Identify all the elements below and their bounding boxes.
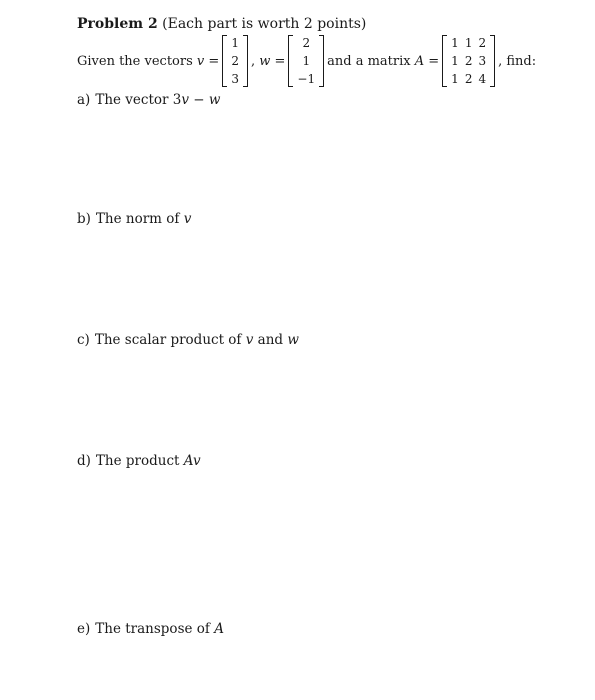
part-math: v (245, 332, 254, 348)
A-symbol: A (414, 53, 425, 69)
equals-sign: = (274, 53, 286, 69)
vector-v-entry: 2 (231, 53, 239, 68)
matrix-A-entry: 1 (451, 71, 459, 86)
problem-header (77, 16, 366, 32)
vector-w-entry: 1 (302, 53, 311, 68)
matrix-A-entry: 1 (464, 35, 473, 50)
problem-points-note: (Each part is worth 2 points) (162, 16, 367, 32)
vector-v-entry: 1 (231, 35, 239, 50)
v-symbol: v (196, 53, 205, 69)
vector-w-entry: −1 (297, 71, 316, 86)
equals-sign: = (428, 53, 440, 69)
part-label: a) (77, 92, 91, 108)
vector-v-entry: 3 (231, 71, 239, 86)
part-e (77, 621, 224, 637)
matrix-A-entry: 2 (464, 71, 473, 86)
matrix-intro-text: and a matrix (327, 53, 411, 69)
part-text: The product (95, 453, 184, 469)
part-math-2: w (287, 332, 299, 348)
comma: , (250, 53, 256, 69)
part-text-after: and (253, 332, 288, 348)
matrix-A-entry: 2 (464, 53, 473, 68)
given-statement (77, 34, 536, 88)
vector-w (288, 34, 324, 88)
part-math: A (214, 621, 224, 637)
matrix-A-entry: 1 (451, 53, 459, 68)
part-math: v − w (181, 92, 221, 108)
part-text: The transpose of (95, 621, 215, 637)
matrix-A (442, 34, 495, 88)
part-b (77, 211, 191, 227)
w-symbol: w (259, 53, 271, 69)
matrix-A-entry: 3 (478, 53, 487, 68)
matrix-A-entry: 4 (478, 71, 487, 86)
vector-v (222, 34, 248, 88)
part-a (77, 92, 220, 108)
part-text: The scalar product of (94, 332, 246, 348)
given-intro-text: Given the vectors (77, 53, 193, 69)
part-math: Av (183, 453, 201, 469)
part-text: The vector 3 (95, 92, 182, 108)
part-label: d) (77, 453, 91, 469)
equals-sign: = (208, 53, 220, 69)
part-label: e) (77, 621, 91, 637)
vector-w-entry: 2 (302, 35, 311, 50)
part-label: c) (77, 332, 90, 348)
given-outro-text: , find: (498, 53, 537, 69)
part-d (77, 453, 201, 469)
matrix-A-entry: 1 (451, 35, 459, 50)
matrix-A-entry: 2 (478, 35, 487, 50)
problem-number: Problem 2 (77, 16, 158, 32)
part-math: v (183, 211, 192, 227)
part-c (77, 332, 299, 348)
part-text: The norm of (95, 211, 184, 227)
part-label: b) (77, 211, 91, 227)
